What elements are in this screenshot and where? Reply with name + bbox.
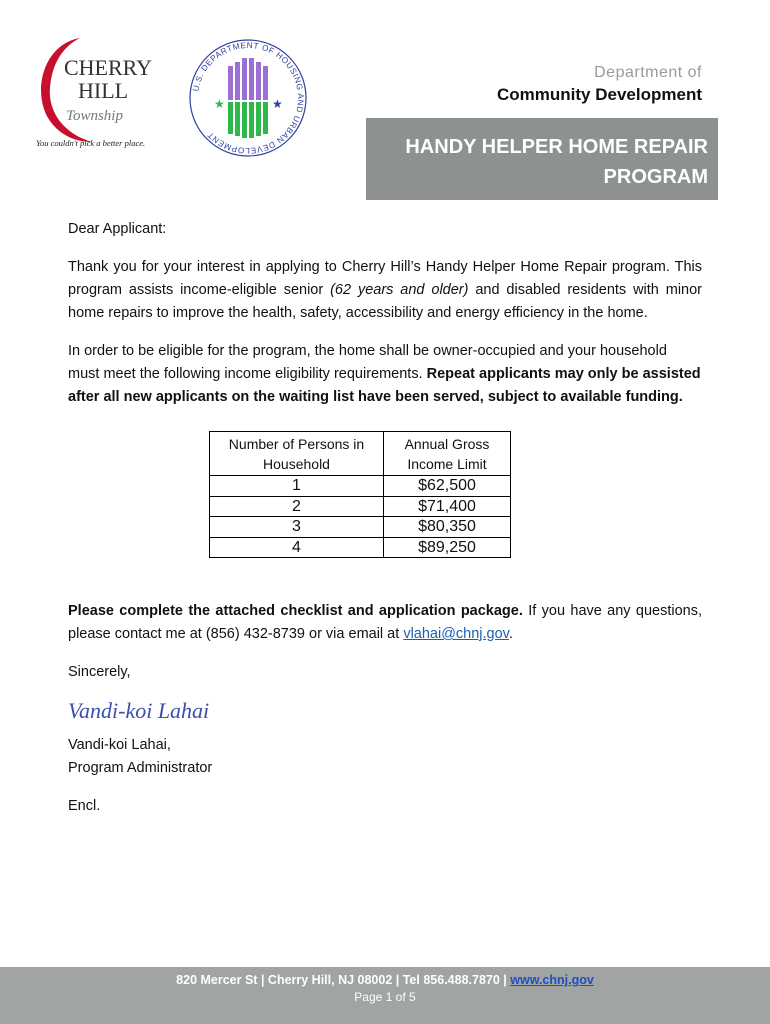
repeat-applicants-note: Repeat applicants may only be assisted after all new applicants on the waiting list have been served, subject to available funding. — [68, 366, 701, 405]
paragraph-intro-text: Thank you for your interest in applying to Cherry Hill’s Handy Helper Home Repair program. This program assists income-eligible senior — [68, 259, 702, 298]
limit-cell: $71,400 — [384, 496, 511, 517]
signer-block — [68, 734, 702, 780]
persons-cell: 2 — [210, 496, 384, 517]
limit-cell: $89,250 — [384, 537, 511, 558]
signer-title: Program Administrator — [68, 760, 213, 776]
limit-cell: $62,500 — [384, 476, 511, 497]
table-row — [210, 537, 511, 558]
header-income-limit: Annual Gross Income Limit — [384, 432, 511, 476]
paragraph-eligibility — [68, 340, 702, 409]
table-header-row — [210, 432, 511, 476]
footer-address: 820 Mercer St | Cherry Hill, NJ 08002 | Tel 856.488.7870 | — [176, 973, 511, 987]
email-link[interactable]: vlahai@chnj.gov — [403, 626, 509, 642]
program-title-box — [366, 118, 718, 200]
eligibility-text: In order to be eligible for the program, the home shall be owner-occupied and your household must meet the following income eligibility requirements. — [68, 343, 667, 382]
paragraph-intro — [68, 256, 702, 325]
department-heading — [497, 64, 702, 105]
contact-text-end: . — [508, 626, 513, 642]
hud-seal-logo — [186, 36, 310, 160]
page-footer — [0, 967, 770, 1024]
footer-contact — [0, 973, 770, 987]
age-requirement: (62 years and older) — [330, 282, 469, 298]
star-icon: ★ — [214, 97, 225, 111]
persons-cell: 4 — [210, 537, 384, 558]
header-persons: Number of Persons in Household — [210, 432, 384, 476]
signer-name: Vandi-koi Lahai, — [68, 737, 171, 753]
department-of-label: Department of — [594, 64, 702, 81]
logo-hill-text: HILL — [78, 78, 129, 103]
paragraph-instructions — [68, 600, 702, 646]
contact-text: If you have any questions, please contact me at (856) 432-8739 or via email at — [68, 603, 702, 642]
table-row — [210, 496, 511, 517]
cherry-hill-logo — [34, 30, 164, 152]
program-title-line1: HANDY HELPER HOME REPAIR — [405, 136, 708, 158]
limit-cell: $80,350 — [384, 517, 511, 538]
website-link[interactable]: www.chnj.gov — [510, 973, 594, 987]
enclosure-note: Encl. — [68, 798, 101, 814]
logo-cherry-text: CHERRY — [64, 55, 153, 80]
complete-package-note: Please complete the attached checklist and application package. — [68, 603, 523, 619]
income-limit-table — [209, 431, 511, 558]
letter-body — [68, 218, 702, 833]
closing: Sincerely, — [68, 664, 131, 680]
logo-township-text: Township — [66, 108, 123, 124]
persons-cell: 3 — [210, 517, 384, 538]
table-row — [210, 517, 511, 538]
greeting: Dear Applicant: — [68, 221, 167, 237]
signature: Vandi-koi Lahai — [68, 698, 210, 723]
paragraph-intro-text-end: and disabled residents with minor home repairs to improve the health, safety, accessibility and energy efficiency in the home. — [68, 282, 702, 321]
table-row — [210, 476, 511, 497]
program-title-line2: PROGRAM — [603, 166, 708, 188]
persons-cell: 1 — [210, 476, 384, 497]
community-development-label: Community Development — [497, 85, 702, 104]
hud-seal-text: U.S. DEPARTMENT OF HOUSING AND URBAN DEVELOPMENT — [191, 40, 306, 156]
logo-tagline: You couldn't pick a better place. — [36, 138, 146, 148]
page-number: Page 1 of 5 — [354, 990, 416, 1004]
star-icon: ★ — [272, 97, 283, 111]
